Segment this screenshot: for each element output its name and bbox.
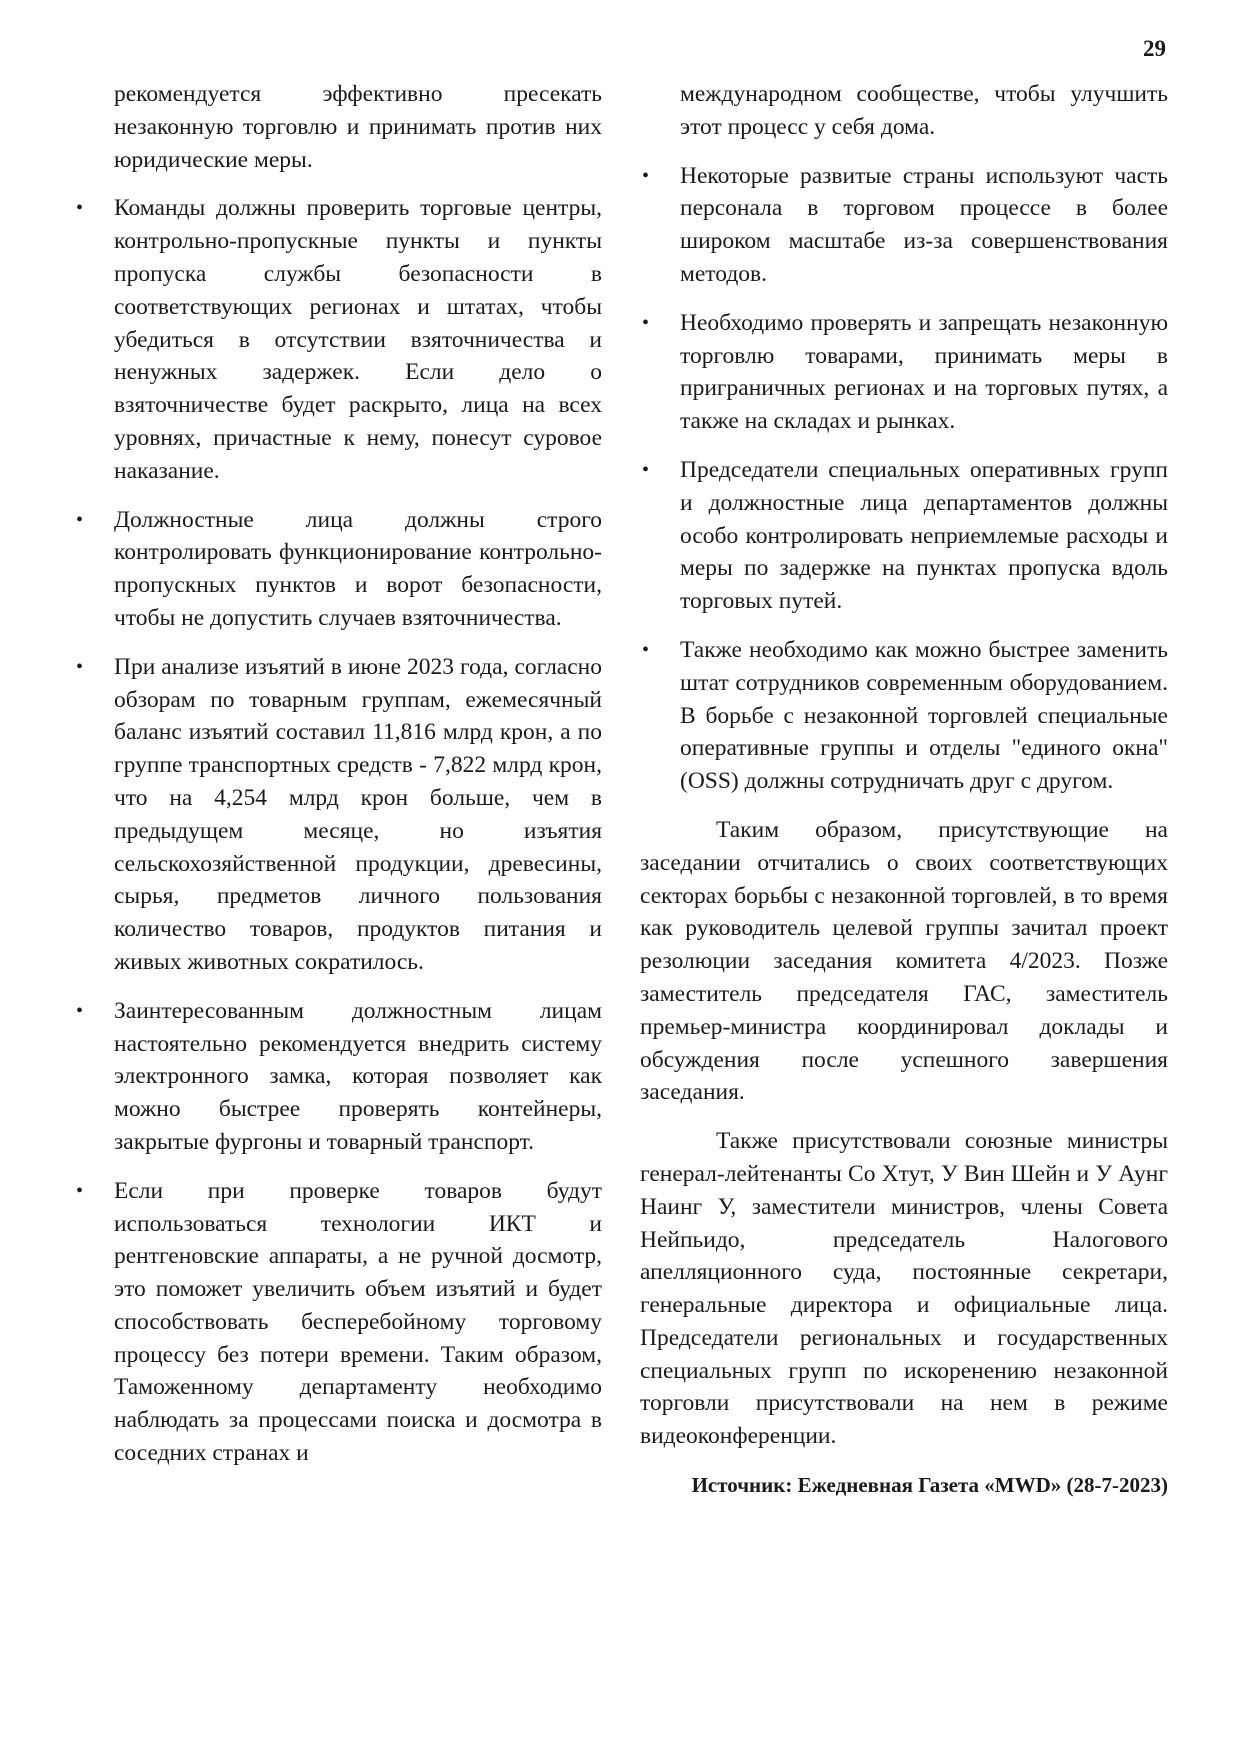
left-bullet-list xyxy=(74,192,602,1469)
bullet-icon: • xyxy=(642,164,650,187)
bullet-icon: • xyxy=(642,458,650,481)
right-column xyxy=(640,78,1168,1502)
right-continuation-paragraph: международном сообществе, чтобы улучшить этот процесс у себя дома. xyxy=(680,81,1168,140)
list-item-text: Команды должны проверить торговые центры, контрольно-пропускные пункты и пункты пропуска службы безопасности в соответствующих регионах и штатах, чтобы убедиться в отсутствии взяточничества и ненужных задержек. Если дело о взяточничестве будет раскрыто, лица на всех уровнях, причастные к нему, понесут суровое наказание. xyxy=(114,195,602,484)
list-item xyxy=(640,307,1168,438)
summary-paragraph: Таким образом, присутствующие на заседании отчитались о своих соответствующих секторах борьбы с незаконной торговлей, в то время как руководитель целевой группы зачитал проект резолюции заседания комитета 4/2023. Позже заместитель председателя ГАС, заместитель премьер-министра координировал доклады и обсуждения после успешного завершения заседания. xyxy=(640,816,1168,1106)
list-item xyxy=(74,995,602,1159)
left-column xyxy=(74,78,602,1486)
bullet-icon: • xyxy=(76,999,84,1022)
source-citation: Источник: Ежедневная Газета «MWD» (28-7-2023) xyxy=(691,1473,1168,1498)
list-item xyxy=(640,454,1168,618)
list-item-text: Председатели специальных оперативных групп и должностные лица департаментов должны особо контролировать неприемлемые расходы и меры по задержке на пунктах пропуска вдоль торговых путей. xyxy=(680,456,1168,615)
bullet-icon: • xyxy=(76,508,84,531)
left-continuation-paragraph: рекомендуется эффективно пресекать незаконную торговлю и принимать против них юридические меры. xyxy=(114,81,602,173)
bullet-icon: • xyxy=(642,638,650,661)
bullet-icon: • xyxy=(76,197,84,220)
bullet-icon: • xyxy=(76,655,84,678)
attendees-paragraph: Также присутствовали союзные министры генерал-лейтенанты Со Хтут, У Вин Шейн и У Аунг Наинг У, заместители министров, члены Совета Нейпьидо, председатель Налогового апелляционного суда, постоянные секретари, генеральные директора и официальные лица. Председатели региональных и государственных специальных групп по искоренению незаконной торговли присутствовали на нем в режиме видеоконференции. xyxy=(640,1128,1168,1450)
list-item xyxy=(74,192,602,487)
list-item-text: Должностные лица должны строго контролировать функционирование контрольно-пропускных пунктов и ворот безопасности, чтобы не допустить случаев взяточничества. xyxy=(114,506,602,631)
right-bullet-list xyxy=(640,160,1168,798)
bullet-icon: • xyxy=(642,311,650,334)
list-item xyxy=(74,504,602,635)
page-number: 29 xyxy=(1143,36,1166,61)
bullet-icon: • xyxy=(76,1179,84,1202)
list-item xyxy=(640,160,1168,291)
list-item-text: Необходимо проверять и запрещать незаконную торговлю товарами, принимать меры в приграничных регионах и на торговых путях, а также на складах и рынках. xyxy=(680,309,1168,435)
list-item xyxy=(74,1175,602,1470)
list-item xyxy=(640,634,1168,798)
list-item-text: Некоторые развитые страны используют часть персонала в торговом процессе в более широком масштабе из-за совершенствования методов. xyxy=(680,162,1168,287)
list-item-text: Если при проверке товаров будут использоваться технологии ИКТ и рентгеновские аппараты, а не ручной досмотр, это поможет увеличить объем изъятий и будет способствовать бесперебойному торговому процессу без потери времени. Таким образом, Таможенному департаменту необходимо наблюдать за процессами поиска и досмотра в соседних странах и xyxy=(114,1177,602,1467)
list-item-text: Заинтересованным должностным лицам настоятельно рекомендуется внедрить систему электронного замка, которая позволяет как можно быстрее проверять контейнеры, закрытые фургоны и товарный транспорт. xyxy=(114,997,602,1155)
list-item-text: При анализе изъятий в июне 2023 года, согласно обзорам по товарным группам, ежемесячный баланс изъятий составил 11,816 млрд крон, а по группе транспортных средств - 7,822 млрд крон, что на 4,254 млрд крон больше, чем в предыдущем месяце, но изъятия сельскохозяйственной продукции, древесины, сырья, предметов личного пользования количество товаров, продуктов питания и живых животных сократилось. xyxy=(114,653,602,975)
list-item-text: Также необходимо как можно быстрее заменить штат сотрудников современным оборудованием. В борьбе с незаконной торговлей специальные оперативные группы и отделы "единого окна" (OSS) должны сотрудничать друг с другом. xyxy=(680,636,1168,795)
list-item xyxy=(74,651,602,979)
